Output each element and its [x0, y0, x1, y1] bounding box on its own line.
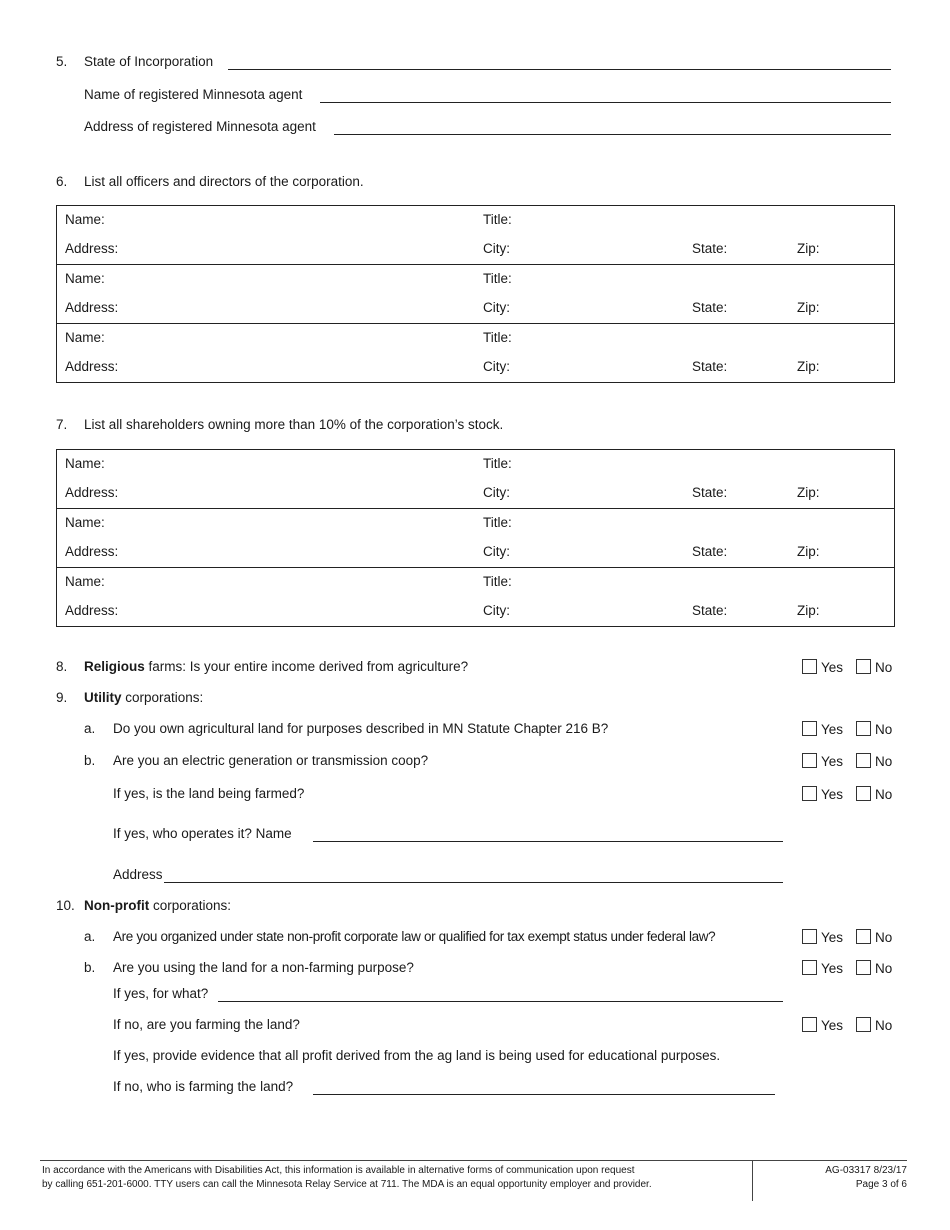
no-checkbox[interactable] [856, 960, 871, 975]
yes-label: Yes [821, 961, 844, 976]
q9-farmed-yes[interactable] [802, 786, 843, 802]
q10-number: 10. [56, 898, 75, 913]
name-field[interactable]: Name: [65, 456, 105, 471]
q6-text: List all officers and directors of the corporation. [84, 174, 364, 189]
q9b-yes[interactable] [802, 753, 843, 769]
no-checkbox[interactable] [856, 659, 871, 674]
zip-field[interactable]: Zip: [797, 241, 820, 256]
q7-text: List all shareholders owning more than 10% of the corporation’s stock. [84, 417, 504, 432]
yes-label: Yes [821, 1018, 844, 1033]
zip-field[interactable]: Zip: [797, 485, 820, 500]
title-field[interactable]: Title: [483, 212, 512, 227]
who-farming-label: If no, who is farming the land? [113, 1079, 294, 1094]
agent-address-label: Address of registered Minnesota agent [84, 119, 316, 134]
form-id: AG-03317 8/23/17 [825, 1165, 907, 1176]
name-field[interactable]: Name: [65, 212, 105, 227]
q9b-text: Are you an electric generation or transmission coop? [113, 753, 429, 768]
q8-number: 8. [56, 659, 68, 674]
q5-number: 5. [56, 54, 68, 69]
q10b-no[interactable] [856, 960, 892, 976]
q10-bold: Non-profit [84, 898, 150, 913]
no-label: No [875, 1018, 893, 1033]
shareholder-row [57, 568, 894, 626]
q10a-no[interactable] [856, 929, 892, 945]
page-footer [40, 1160, 907, 1201]
title-field[interactable]: Title: [483, 515, 512, 530]
title-field[interactable]: Title: [483, 271, 512, 286]
q10a-text: Are you organized under state non-profit corporate law or qualified for tax exempt status under federal law? [113, 929, 716, 944]
q8-bold: Religious [84, 659, 145, 674]
officers-table [56, 205, 895, 383]
title-field[interactable]: Title: [483, 330, 512, 345]
q9-farmed-no[interactable] [856, 786, 892, 802]
yes-label: Yes [821, 660, 844, 675]
state-field[interactable]: State: [692, 300, 728, 315]
who-farming-field[interactable] [313, 1080, 775, 1095]
yes-label: Yes [821, 754, 844, 769]
q10b-letter: b. [84, 960, 96, 975]
yes-checkbox[interactable] [802, 929, 817, 944]
q10-farming-no[interactable] [856, 1017, 892, 1033]
shareholder-row [57, 450, 894, 509]
q10-farming-text: If no, are you farming the land? [113, 1017, 300, 1032]
yes-checkbox[interactable] [802, 721, 817, 736]
operator-address-label: Address [113, 867, 163, 882]
q10b-text: Are you using the land for a non-farming purpose? [113, 960, 414, 975]
state-field[interactable]: State: [692, 359, 728, 374]
address-field[interactable]: Address: [65, 300, 119, 315]
address-field[interactable]: Address: [65, 603, 119, 618]
agent-address-field[interactable] [334, 120, 891, 135]
q8-no[interactable] [856, 659, 892, 675]
no-checkbox[interactable] [856, 1017, 871, 1032]
yes-label: Yes [821, 787, 844, 802]
zip-field[interactable]: Zip: [797, 300, 820, 315]
city-field[interactable]: City: [483, 603, 510, 618]
shareholder-row [57, 509, 894, 568]
agent-name-field[interactable] [320, 88, 891, 103]
title-field[interactable]: Title: [483, 574, 512, 589]
operator-address-field[interactable] [164, 868, 783, 883]
no-checkbox[interactable] [856, 786, 871, 801]
address-field[interactable]: Address: [65, 485, 119, 500]
q9-farmed-text: If yes, is the land being farmed? [113, 786, 305, 801]
name-field[interactable]: Name: [65, 330, 105, 345]
q9b-letter: b. [84, 753, 96, 768]
city-field[interactable]: City: [483, 359, 510, 374]
q10-text [84, 898, 231, 913]
title-field[interactable]: Title: [483, 456, 512, 471]
q8-rest: farms: Is your entire income derived from agriculture? [144, 659, 469, 674]
operator-name-label: If yes, who operates it? Name [113, 826, 292, 841]
no-label: No [875, 961, 893, 976]
no-label: No [875, 722, 893, 737]
q10-farming-yes[interactable] [802, 1017, 843, 1033]
q9-rest: corporations: [121, 690, 204, 705]
yes-label: Yes [821, 722, 844, 737]
evidence-text: If yes, provide evidence that all profit derived from the ag land is being used for educational purposes. [113, 1048, 721, 1063]
no-label: No [875, 930, 893, 945]
yes-label: Yes [821, 930, 844, 945]
city-field[interactable]: City: [483, 544, 510, 559]
q6-number: 6. [56, 174, 68, 189]
address-field[interactable]: Address: [65, 241, 119, 256]
footer-divider [752, 1161, 753, 1201]
yes-checkbox[interactable] [802, 786, 817, 801]
zip-field[interactable]: Zip: [797, 359, 820, 374]
yes-checkbox[interactable] [802, 753, 817, 768]
q10a-letter: a. [84, 929, 96, 944]
state-field[interactable]: State: [692, 544, 728, 559]
no-label: No [875, 660, 893, 675]
q9a-letter: a. [84, 721, 96, 736]
operator-name-field[interactable] [313, 827, 783, 842]
state-field[interactable]: State: [692, 603, 728, 618]
state-of-incorporation-label: State of Incorporation [84, 54, 214, 69]
city-field[interactable]: City: [483, 485, 510, 500]
ada-notice-line2: by calling 651-201-6000. TTY users can call the Minnesota Relay Service at 711. The MDA is an equal opportunity employer and provider. [42, 1179, 652, 1190]
state-field[interactable]: State: [692, 485, 728, 500]
officer-row [57, 324, 894, 382]
no-checkbox[interactable] [856, 721, 871, 736]
q9b-no[interactable] [856, 753, 892, 769]
no-checkbox[interactable] [856, 753, 871, 768]
no-label: No [875, 754, 893, 769]
state-field[interactable]: State: [692, 241, 728, 256]
q8-yes[interactable] [802, 659, 843, 675]
q9-bold: Utility [84, 690, 122, 705]
address-field[interactable]: Address: [65, 544, 119, 559]
shareholders-table [56, 449, 895, 627]
q9a-yes[interactable] [802, 721, 843, 737]
state-of-incorporation-field[interactable] [228, 55, 891, 70]
zip-field[interactable]: Zip: [797, 603, 820, 618]
name-field[interactable]: Name: [65, 271, 105, 286]
yes-checkbox[interactable] [802, 1017, 817, 1032]
q8-text [84, 659, 468, 674]
q9-text [84, 690, 203, 705]
q9a-text: Do you own agricultural land for purposes described in MN Statute Chapter 216 B? [113, 721, 609, 736]
q10a-yes[interactable] [802, 929, 843, 945]
for-what-field[interactable] [218, 987, 783, 1002]
q9a-no[interactable] [856, 721, 892, 737]
q10-rest: corporations: [149, 898, 232, 913]
ada-notice-line1: In accordance with the Americans with Disabilities Act, this information is available in alternative forms of communication upon request [42, 1165, 635, 1176]
page-number: Page 3 of 6 [855, 1179, 907, 1190]
q7-number: 7. [56, 417, 68, 432]
for-what-label: If yes, for what? [113, 986, 209, 1001]
officer-row [57, 206, 894, 265]
zip-field[interactable]: Zip: [797, 544, 820, 559]
city-field[interactable]: City: [483, 300, 510, 315]
yes-checkbox[interactable] [802, 960, 817, 975]
name-field[interactable]: Name: [65, 515, 105, 530]
city-field[interactable]: City: [483, 241, 510, 256]
q10b-yes[interactable] [802, 960, 843, 976]
q9-number: 9. [56, 690, 68, 705]
name-field[interactable]: Name: [65, 574, 105, 589]
address-field[interactable]: Address: [65, 359, 119, 374]
yes-checkbox[interactable] [802, 659, 817, 674]
officer-row [57, 265, 894, 324]
agent-name-label: Name of registered Minnesota agent [84, 87, 303, 102]
no-checkbox[interactable] [856, 929, 871, 944]
no-label: No [875, 787, 893, 802]
